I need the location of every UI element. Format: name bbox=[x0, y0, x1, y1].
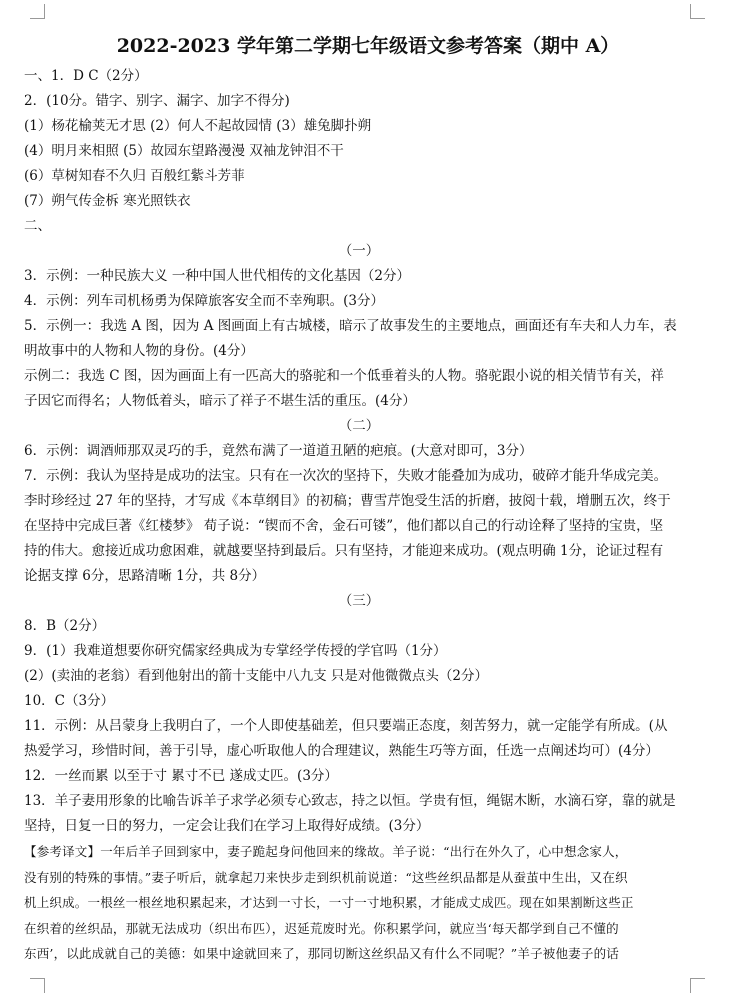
answer-line: 2．(10分。错字、别字、漏字、加字不得分) bbox=[24, 93, 290, 109]
translation-line: 东西’，以此成就自己的美德：如果中途就回来了，那同切断这丝织品又有什么不同呢？”羊子被他妻子的话 bbox=[24, 946, 619, 961]
answer-line: 7．示例：我认为坚持是成功的法宝。只有在一次次的坚持下，失败才能叠加为成功，破碎才能升华成完美。 bbox=[24, 468, 668, 484]
answer-line: 6．示例：调酒师那双灵巧的手，竟然布满了一道道丑陋的疤痕。(大意对即可，3分） bbox=[24, 443, 533, 459]
answer-line: (6）草树知春不久归 百般红紫斗芳菲 bbox=[24, 168, 245, 184]
answer-line: 在坚持中完成巨著《红楼梦》 荀子说：“锲而不舍，金石可镂”，他们都以自己的行动诠释了坚持的宝贵，坚 bbox=[24, 518, 664, 534]
section-heading: （三） bbox=[338, 593, 380, 609]
answer-line: 11．示例：从吕蒙身上我明白了，一个人即使基础差，但只要端正态度，刻苦努力，就一定能学有所成。(从 bbox=[24, 718, 668, 734]
answer-line: 5．示例一：我选 A 图，因为 A 图画面上有古城楼，暗示了故事发生的主要地点，画面还有车夫和人力车，表 bbox=[24, 318, 677, 334]
answer-line: 9．(1）我难道想要你研究儒家经典成为专掌经学传授的学官吗（1分） bbox=[24, 643, 447, 659]
answer-line: 一、1．D C（2分） bbox=[24, 68, 148, 84]
answer-line: 坚持，日复一日的努力，一定会让我们在学习上取得好成绩。(3分） bbox=[24, 818, 430, 834]
section-heading: （二） bbox=[338, 418, 380, 434]
answer-line: 示例二：我选 C 图，因为画面上有一匹高大的骆驼和一个低垂着头的人物。骆驼跟小说的相关情节有关，祥 bbox=[24, 368, 664, 384]
translation-line: 没有别的特殊的事情。”妻子听后，就拿起刀来快步走到织机前说道：“这些丝织品都是从蚕茧中生出，又在织 bbox=[24, 869, 628, 885]
translation-line: 在织着的丝织品，那就无法成功（织出布匹），迟延荒废时光。你积累学问，就应当‘每天都学到自己不懂的 bbox=[24, 920, 619, 936]
translation-line: 【参考译文】一年后羊子回到家中，妻子跪起身问他回来的缘故。羊子说：“出行在外久了，心中想念家人， bbox=[24, 844, 628, 859]
answer-line: 论据支撑 6分，思路清晰 1分，共 8分） bbox=[24, 568, 266, 584]
crop-mark-top-left bbox=[30, 4, 45, 19]
section-heading: （一） bbox=[338, 243, 380, 259]
translation-line: 机上织成。一根丝一根丝地积累起来，才达到一寸长，一寸一寸地积累，才能成丈成匹。现在如果割断这些正 bbox=[24, 895, 634, 910]
answer-line: 热爱学习，珍惜时间，善于引导，虚心听取他人的合理建议，熟能生巧等方面，任选一点阐述均可）(4分） bbox=[24, 743, 659, 759]
answer-line: 子因它而得名；人物低着头，暗示了祥子不堪生活的重压。(4分） bbox=[24, 393, 416, 409]
crop-mark-bottom-right bbox=[690, 978, 705, 993]
answer-line: (4）明月来相照 (5）故园东望路漫漫 双袖龙钟泪不干 bbox=[24, 143, 344, 159]
crop-mark-bottom-left bbox=[30, 978, 45, 993]
answer-line: (1）杨花榆荚无才思 (2）何人不起故园情 (3）雄兔脚扑朔 bbox=[24, 118, 372, 134]
answer-line: 3．示例：一种民族大义 一种中国人世代相传的文化基因（2分） bbox=[24, 268, 410, 284]
answer-line: 13．羊子妻用形象的比喻告诉羊子求学必须专心致志，持之以恒。学贵有恒，绳锯木断，水滴石穿，靠的就是 bbox=[24, 793, 676, 809]
answer-line: 持的伟大。愈接近成功愈困难，就越要坚持到最后。只有坚持，才能迎来成功。(观点明确 1分，论证过程有 bbox=[24, 543, 664, 559]
answer-line: 12．一丝而累 以至于寸 累寸不已 遂成丈匹。(3分） bbox=[24, 768, 338, 784]
answer-body bbox=[24, 64, 694, 967]
answer-line: 明故事中的人物和人物的身份。(4分） bbox=[24, 343, 254, 359]
answer-line: (7）朔气传金柝 寒光照铁衣 bbox=[24, 193, 191, 209]
page-title: 2022-2023 学年第二学期七年级语文参考答案（期中 A） bbox=[116, 35, 620, 57]
answer-line: 4．示例：列车司机杨勇为保障旅客安全而不幸殉职。(3分） bbox=[24, 293, 384, 309]
answer-line: 李时珍经过 27 年的坚持，才写成《本草纲目》的初稿；曹雪芹饱受生活的折磨，披阅十载，增删五次，终于 bbox=[24, 493, 671, 509]
answer-line: (2）(卖油的老翁）看到他射出的箭十支能中八九支 只是对他微微点头（2分） bbox=[24, 668, 489, 684]
crop-mark-top-right bbox=[690, 4, 705, 19]
answer-line: 二、 bbox=[24, 218, 51, 234]
answer-line: 10．C（3分） bbox=[24, 693, 115, 709]
answer-line: 8．B（2分） bbox=[24, 618, 106, 634]
